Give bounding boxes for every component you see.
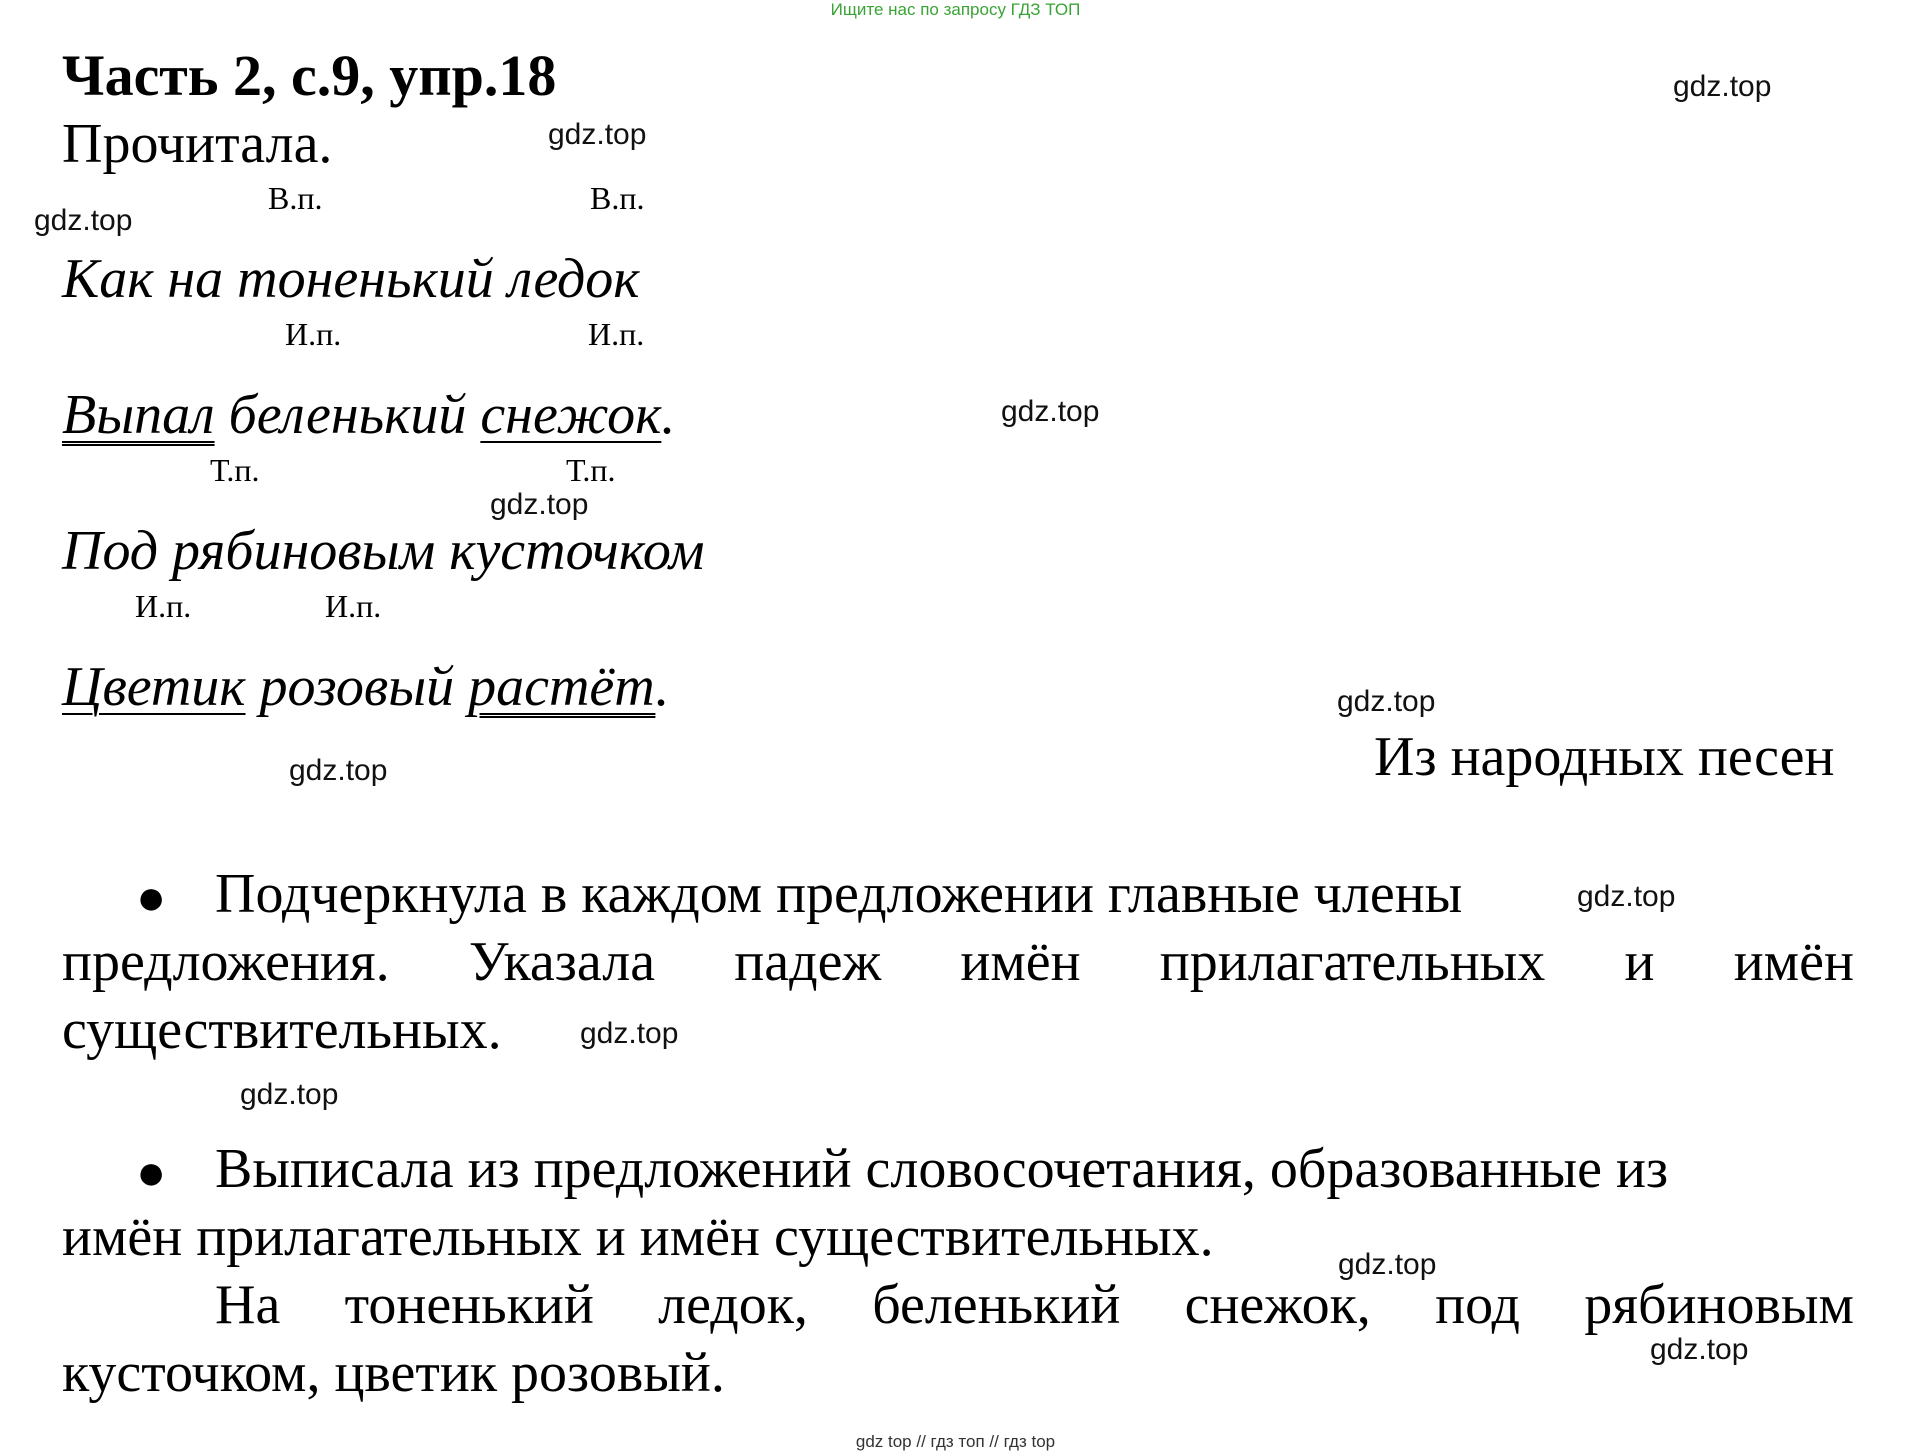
poem-line-3: Под рябиновым кусточком (62, 520, 705, 582)
poem-line-2 (62, 383, 675, 447)
page-title: Часть 2, с.9, упр.18 (62, 43, 557, 108)
watermark: gdz.top (240, 1078, 339, 1111)
word: падеж (734, 931, 882, 993)
word: Указала (468, 931, 656, 993)
task2-line-1: Выписала из предложений словосочетания, образованные из (215, 1138, 1669, 1200)
poem-punct: . (661, 384, 676, 446)
word: прилагательных (1159, 931, 1546, 993)
watermark: gdz.top (34, 204, 133, 237)
footer-links (0, 1432, 1911, 1452)
poem-punct: . (655, 656, 670, 718)
poem-word: розовый (259, 656, 455, 718)
answer-line-2: кусточком, цветик розовый. (62, 1342, 725, 1404)
word: ледок, (658, 1274, 808, 1336)
watermark: gdz.top (580, 1017, 679, 1050)
case-label: Т.п. (566, 452, 616, 488)
word: и (1624, 931, 1655, 993)
word: имён (1733, 931, 1854, 993)
lead-text: Прочитала. (62, 113, 333, 175)
case-label: И.п. (325, 588, 382, 624)
predicate-underlined: растёт (468, 656, 656, 718)
subject-underlined: снежок (480, 384, 662, 446)
answer-line-1 (215, 1273, 1854, 1337)
task1-line-3: существительных. (62, 999, 502, 1061)
watermark: gdz.top (548, 118, 647, 151)
word: тоненький (344, 1274, 594, 1336)
case-label: И.п. (588, 316, 645, 352)
predicate-underlined: Выпал (62, 384, 215, 446)
watermark: gdz.top (1337, 685, 1436, 718)
footer-link[interactable]: гдз топ (930, 1432, 985, 1451)
word: под (1435, 1274, 1520, 1336)
footer-separator: // (989, 1432, 999, 1451)
task1-line-1: Подчеркнула в каждом предложении главные члены (215, 863, 1463, 925)
case-label: В.п. (268, 180, 323, 216)
poem-word: беленький (228, 384, 467, 446)
footer-link[interactable]: gdz top (855, 1432, 912, 1451)
watermark: gdz.top (1001, 395, 1100, 428)
footer-link[interactable]: гдз top (1003, 1432, 1056, 1451)
word: рябиновым (1584, 1274, 1854, 1336)
watermark: gdz.top (1338, 1248, 1437, 1281)
footer-separator: // (916, 1432, 926, 1451)
subject-underlined: Цветик (62, 656, 246, 718)
task2-line-2: имён прилагательных и имён существительных. (62, 1206, 1214, 1268)
watermark: gdz.top (1577, 880, 1676, 913)
word: имён (960, 931, 1081, 993)
word: снежок, (1184, 1274, 1371, 1336)
word: предложения. (62, 931, 390, 993)
task1-line-2 (62, 930, 1854, 994)
bullet-icon: ● (136, 869, 167, 925)
poem-line-1: Как на тоненький ледок (62, 248, 640, 310)
bullet-icon: ● (136, 1144, 167, 1200)
watermark: gdz.top (1673, 70, 1772, 103)
poem-line-4 (62, 655, 669, 719)
case-label: Т.п. (210, 452, 260, 488)
case-label: И.п. (135, 588, 192, 624)
watermark: gdz.top (289, 754, 388, 787)
poem-source: Из народных песен (1374, 726, 1835, 788)
case-label: И.п. (285, 316, 342, 352)
case-label: В.п. (590, 180, 645, 216)
watermark: gdz.top (490, 488, 589, 521)
top-banner-link[interactable]: Ищите нас по запросу ГДЗ ТОП (830, 0, 1081, 19)
word: На (215, 1274, 281, 1336)
watermark: gdz.top (1650, 1333, 1749, 1366)
word: беленький (872, 1274, 1121, 1336)
